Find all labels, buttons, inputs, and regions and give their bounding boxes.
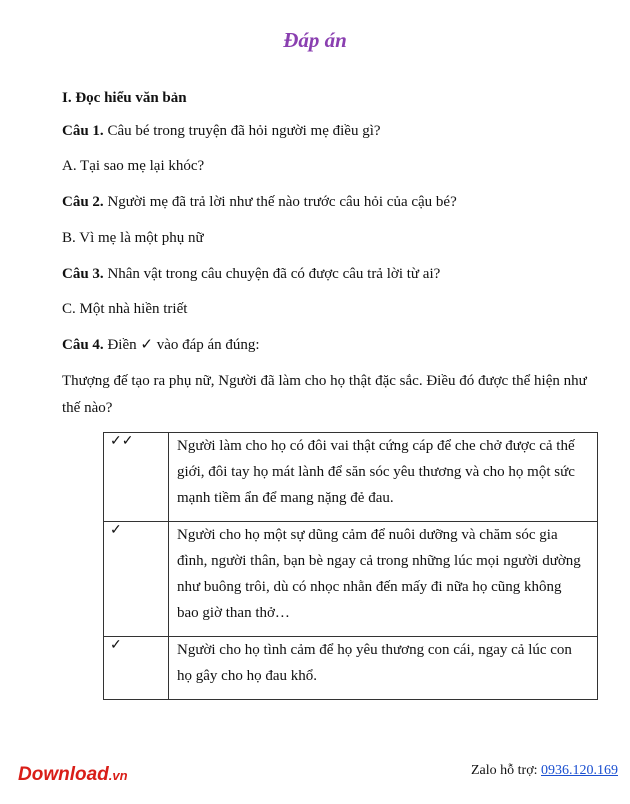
question-3-text: Nhân vật trong câu chuyện đã có được câu trả lời từ ai?: [107, 266, 441, 282]
option-text-cell: Người cho họ một sự dũng cảm để nuôi dưỡng và chăm sóc gia đình, người thân, bạn bè ngay cả trong những lúc mọi người dường như buông trôi, dù có nhọc nhằn đến mấy đi nữa họ cũng không bao giờ than thở…: [169, 522, 598, 637]
answer-2: B. Vì mẹ là một phụ nữ: [62, 230, 204, 246]
section-heading: [62, 88, 187, 108]
zalo-support: [471, 763, 618, 779]
question-1: [62, 121, 381, 141]
section-heading-text: I. Đọc hiểu văn bản: [62, 90, 187, 106]
check-mark-cell: ✓: [104, 637, 169, 700]
check-icon: ✓: [140, 337, 153, 353]
table-row: [104, 522, 598, 637]
check-mark-cell: ✓✓: [104, 433, 169, 522]
question-4-label: Câu 4.: [62, 337, 104, 353]
brand-name: Download: [18, 764, 109, 785]
answer-3: C. Một nhà hiền triết: [62, 301, 188, 317]
question-4-text-before: Điền: [107, 337, 137, 353]
question-4-prompt: Thượng đế tạo ra phụ nữ, Người đã làm cho họ thật đặc sắc. Điều đó được thể hiện như thế nào?: [62, 373, 587, 416]
table-row: [104, 433, 598, 522]
support-label: Zalo hỗ trợ:: [471, 763, 538, 778]
support-phone-link[interactable]: 0936.120.169: [541, 763, 618, 778]
answer-table: [103, 432, 598, 700]
question-2: [62, 192, 457, 212]
table-row: [104, 637, 598, 700]
question-2-label: Câu 2.: [62, 194, 104, 210]
download-logo[interactable]: [18, 764, 128, 786]
check-mark-cell: ✓: [104, 522, 169, 637]
question-1-label: Câu 1.: [62, 123, 104, 139]
page-title: Đáp án: [283, 28, 347, 52]
option-text-cell: Người làm cho họ có đôi vai thật cứng cáp để che chở được cả thế giới, đôi tay họ mát lành để săn sóc yêu thương và cho họ một sức mạnh tiềm ẩn để mang nặng đẻ đau.: [169, 433, 598, 522]
question-4-text-after: vào đáp án đúng:: [156, 337, 260, 353]
answer-1: A. Tại sao mẹ lại khóc?: [62, 158, 205, 174]
question-3: [62, 264, 440, 284]
brand-suffix: .vn: [108, 768, 128, 783]
question-2-text: Người mẹ đã trả lời như thế nào trước câu hỏi của cậu bé?: [107, 194, 457, 210]
question-1-text: Câu bé trong truyện đã hỏi người mẹ điều gì?: [107, 123, 381, 139]
question-3-label: Câu 3.: [62, 266, 104, 282]
question-4: [62, 335, 260, 355]
option-text-cell: Người cho họ tình cảm để họ yêu thương con cái, ngay cả lúc con họ gây cho họ đau khổ.: [169, 637, 598, 700]
